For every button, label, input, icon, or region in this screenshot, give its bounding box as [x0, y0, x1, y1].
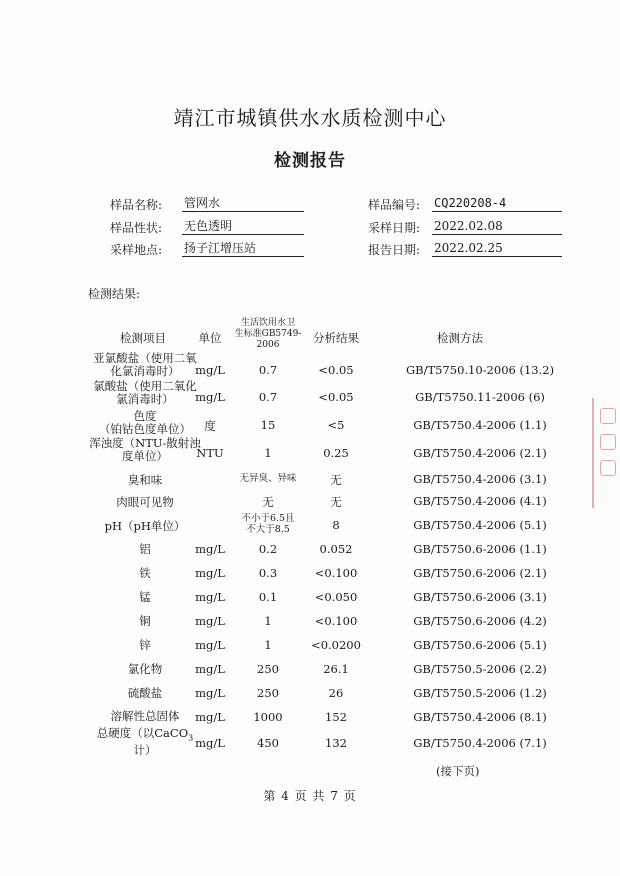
row-standard: 1 [264, 638, 272, 652]
row-method: GB/T5750.10-2006 (13.2) [405, 363, 555, 377]
row-item: 肉眼可见物 [116, 495, 174, 509]
row-result: 无 [330, 473, 342, 487]
row-method: GB/T5750.4-2006 (1.1) [413, 418, 547, 432]
row-item: 铝 [139, 542, 151, 556]
row-item: 色度 （铂钴色度单位） [99, 409, 191, 436]
row-standard: 0.2 [258, 542, 278, 556]
row-result: <0.05 [318, 363, 354, 377]
row-unit: mg/L [195, 542, 225, 556]
row-result: 0.052 [319, 542, 353, 556]
row-item: 臭和味 [127, 473, 163, 487]
row-result: <0.100 [314, 566, 358, 580]
row-result: <0.0200 [311, 638, 361, 652]
row-method: GB/T5750.6-2006 (2.1) [413, 566, 547, 580]
row-standard: 0.1 [258, 590, 278, 604]
row-method: GB/T5750.4-2006 (7.1) [413, 736, 547, 750]
row-method: GB/T5750.4-2006 (8.1) [413, 710, 547, 724]
row-unit: mg/L [195, 686, 225, 700]
row-result: 0.25 [323, 446, 349, 460]
row-unit: mg/L [195, 662, 225, 676]
row-standard: 0.3 [258, 566, 278, 580]
row-method: GB/T5750.6-2006 (5.1) [413, 638, 547, 652]
continued-note: (接下页) [436, 764, 480, 778]
row-result: <0.05 [318, 390, 354, 404]
row-standard: 250 [257, 686, 279, 700]
sampling-location-label: 采样地点: [110, 243, 163, 257]
row-unit: mg/L [195, 736, 225, 750]
row-item: pH（pH单位） [104, 519, 186, 533]
row-standard: 0.7 [258, 390, 278, 404]
header-method: 检测方法 [437, 331, 483, 345]
row-standard: 无 [262, 495, 274, 509]
row-method: GB/T5750.4-2006 (2.1) [413, 446, 547, 460]
row-item: 锌 [139, 638, 151, 652]
row-item: 亚氯酸盐（使用二氧 化氯消毒时） [93, 351, 197, 378]
sample-name-value: 管网水 [182, 195, 304, 212]
header-standard: 生活饮用水卫 生标准GB5749- 2006 [234, 318, 302, 350]
row-method: GB/T5750.6-2006 (1.1) [413, 542, 547, 556]
row-item: 浑浊度（NTU-散射浊 度单位） [89, 436, 201, 463]
header-item: 检测项目 [120, 331, 166, 345]
row-unit: mg/L [195, 390, 225, 404]
row-result: <0.100 [314, 614, 358, 628]
row-method: GB/T5750.11-2006 (6) [415, 390, 545, 404]
row-method: GB/T5750.5-2006 (2.2) [413, 662, 547, 676]
row-unit: mg/L [195, 566, 225, 580]
row-item: 总硬度（以CaCO$_3$ 计） [96, 726, 194, 758]
results-label: 检测结果: [88, 287, 141, 301]
report-date-value: 2022.02.25 [432, 240, 562, 257]
sample-nature-value: 无色透明 [182, 218, 304, 235]
row-result: 8 [332, 518, 340, 532]
row-unit: mg/L [195, 590, 225, 604]
header-result: 分析结果 [313, 331, 359, 345]
sampling-date-value: 2022.02.08 [432, 218, 562, 235]
row-standard: 1 [264, 614, 272, 628]
row-method: GB/T5750.4-2006 (5.1) [413, 518, 547, 532]
seal-stamp [592, 398, 620, 508]
row-method: GB/T5750.6-2006 (3.1) [413, 590, 547, 604]
row-result: 132 [325, 736, 347, 750]
page-number: 第 4 页 共 7 页 [263, 789, 357, 803]
row-method: GB/T5750.5-2006 (1.2) [413, 686, 547, 700]
row-standard: 无异臭、异味 [239, 473, 297, 484]
organization-title: 靖江市城镇供水水质检测中心 [173, 106, 447, 130]
row-method: GB/T5750.4-2006 (3.1) [413, 472, 547, 486]
row-standard: 1000 [253, 710, 283, 724]
row-method: GB/T5750.4-2006 (4.1) [413, 494, 547, 508]
row-standard: 450 [257, 736, 279, 750]
row-result: <5 [327, 418, 345, 432]
row-standard: 15 [260, 418, 276, 432]
header-unit: 单位 [198, 331, 222, 345]
row-item: 铜 [139, 614, 151, 628]
row-unit: mg/L [195, 638, 225, 652]
sample-code-value: CQ220208-4 [432, 195, 562, 212]
sample-code-label: 样品编号: [368, 198, 421, 212]
row-method: GB/T5750.6-2006 (4.2) [413, 614, 547, 628]
row-item: 铁 [139, 566, 151, 580]
row-item: 溶解性总固体 [110, 709, 180, 723]
row-standard: 1 [264, 446, 272, 460]
row-standard: 0.7 [258, 363, 278, 377]
row-item: 氯化物 [127, 662, 163, 676]
report-title: 检测报告 [274, 151, 346, 171]
row-unit: NTU [196, 446, 224, 460]
row-unit: mg/L [195, 614, 225, 628]
row-item: 氯酸盐（使用二氧化 氯消毒时） [93, 379, 197, 406]
row-result: 26 [328, 686, 344, 700]
sampling-location-value: 扬子江增压站 [182, 240, 304, 257]
sampling-date-label: 采样日期: [368, 221, 421, 235]
row-standard: 不小于6.5且 不大于8.5 [241, 513, 295, 535]
row-result: 152 [325, 710, 347, 724]
row-standard: 250 [257, 662, 279, 676]
row-result: 无 [330, 495, 342, 509]
row-result: 26.1 [323, 662, 349, 676]
report-date-label: 报告日期: [368, 243, 421, 257]
row-unit: 度 [204, 419, 216, 433]
sample-name-label: 样品名称: [110, 198, 163, 212]
row-unit: mg/L [195, 710, 225, 724]
row-item: 硫酸盐 [127, 686, 163, 700]
row-unit: mg/L [195, 363, 225, 377]
row-item: 锰 [139, 590, 151, 604]
sample-nature-label: 样品性状: [110, 221, 163, 235]
row-result: <0.050 [314, 590, 358, 604]
